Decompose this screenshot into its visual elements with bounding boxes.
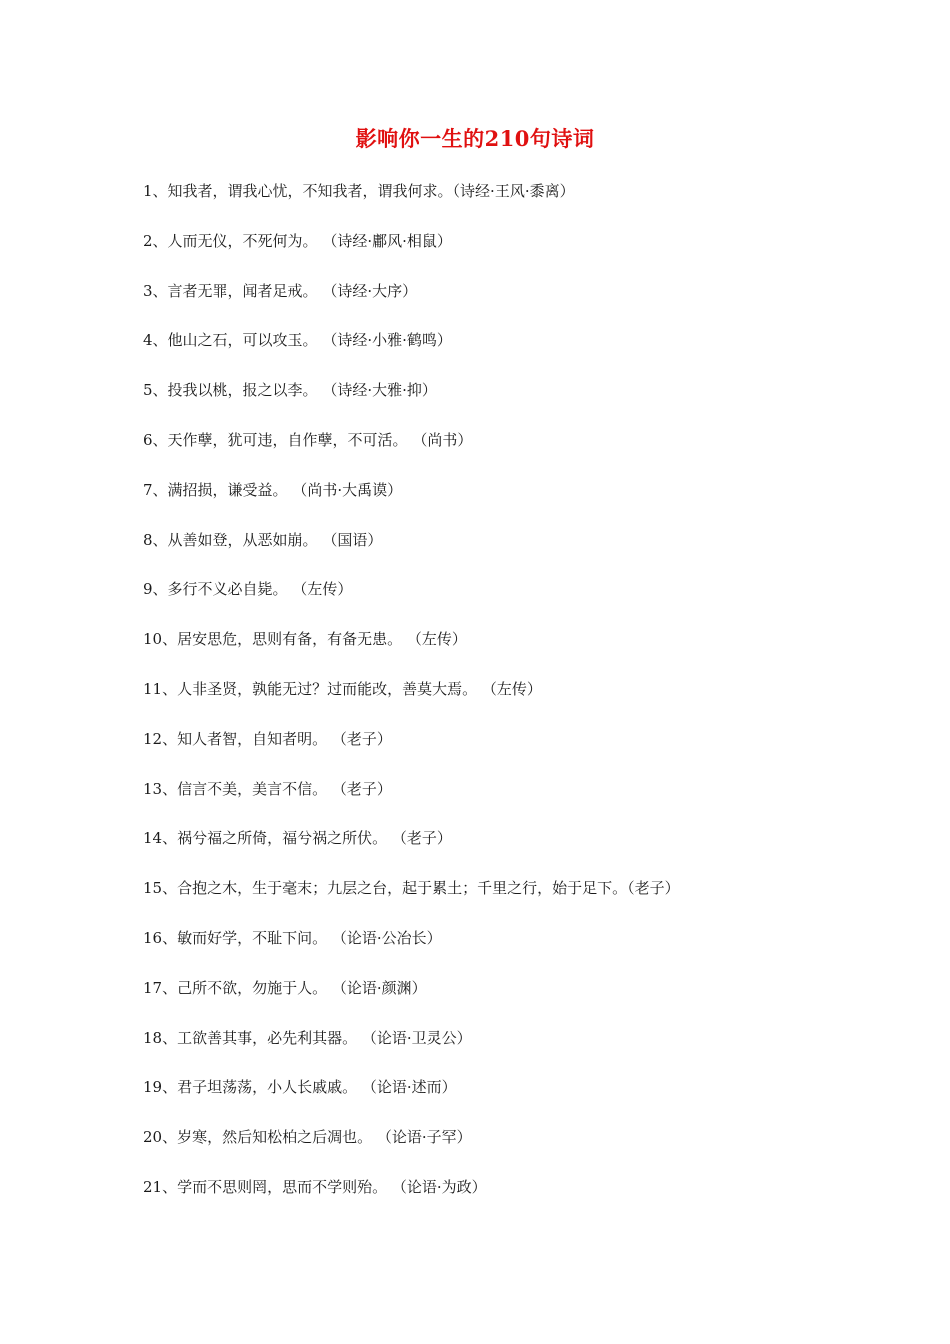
poem-list [143, 176, 903, 1222]
poem-line: 2、人而无仪，不死何为。 （诗经·鄘风·相鼠） [143, 231, 452, 250]
poem-line: 16、敏而好学，不耻下问。 （论语·公冶长） [143, 928, 442, 947]
poem-line: 7、满招损，谦受益。 （尚书·大禹谟） [143, 480, 403, 499]
poem-line: 10、居安思危，思则有备，有备无患。 （左传） [143, 630, 467, 649]
poem-line: 6、天作孽，犹可违，自作孽，不可活。 （尚书） [143, 430, 473, 449]
poem-line: 1、知我者，谓我心忧，不知我者，谓我何求。（诗经·王风·黍离） [143, 182, 575, 200]
poem-line: 19、君子坦荡荡，小人长戚戚。 （论语·述而） [143, 1078, 457, 1097]
poem-line: 3、言者无罪，闻者足戒。 （诗经·大序） [143, 281, 418, 300]
poem-line: 15、合抱之木，生于毫末；九层之台，起于累土；千里之行，始于足下。（老子） [143, 879, 680, 898]
poem-line: 11、人非圣贤，孰能无过？过而能改，善莫大焉。 （左传） [143, 679, 542, 698]
poem-line: 17、己所不欲，勿施于人。 （论语·颜渊） [143, 978, 427, 997]
poem-line: 5、投我以桃，报之以李。 （诗经·大雅·抑） [143, 381, 437, 400]
poem-line: 14、祸兮福之所倚，福兮祸之所伏。 （老子） [143, 829, 452, 848]
document-title: 影响你一生的210句诗词 [355, 126, 595, 151]
poem-line: 9、多行不义必自毙。 （左传） [143, 580, 353, 599]
poem-line: 20、岁寒，然后知松柏之后凋也。 （论语·子罕） [143, 1128, 472, 1147]
poem-line: 18、工欲善其事，必先利其器。 （论语·卫灵公） [143, 1028, 472, 1047]
poem-line: 4、他山之石，可以攻玉。 （诗经·小雅·鹤鸣） [143, 331, 452, 350]
poem-line: 8、从善如登，从恶如崩。 （国语） [143, 530, 383, 549]
poem-line: 12、知人者智，自知者明。 （老子） [143, 729, 392, 748]
poem-line: 13、信言不美，美言不信。 （老子） [143, 779, 392, 798]
poem-line: 21、学而不思则罔，思而不学则殆。 （论语·为政） [143, 1177, 487, 1196]
